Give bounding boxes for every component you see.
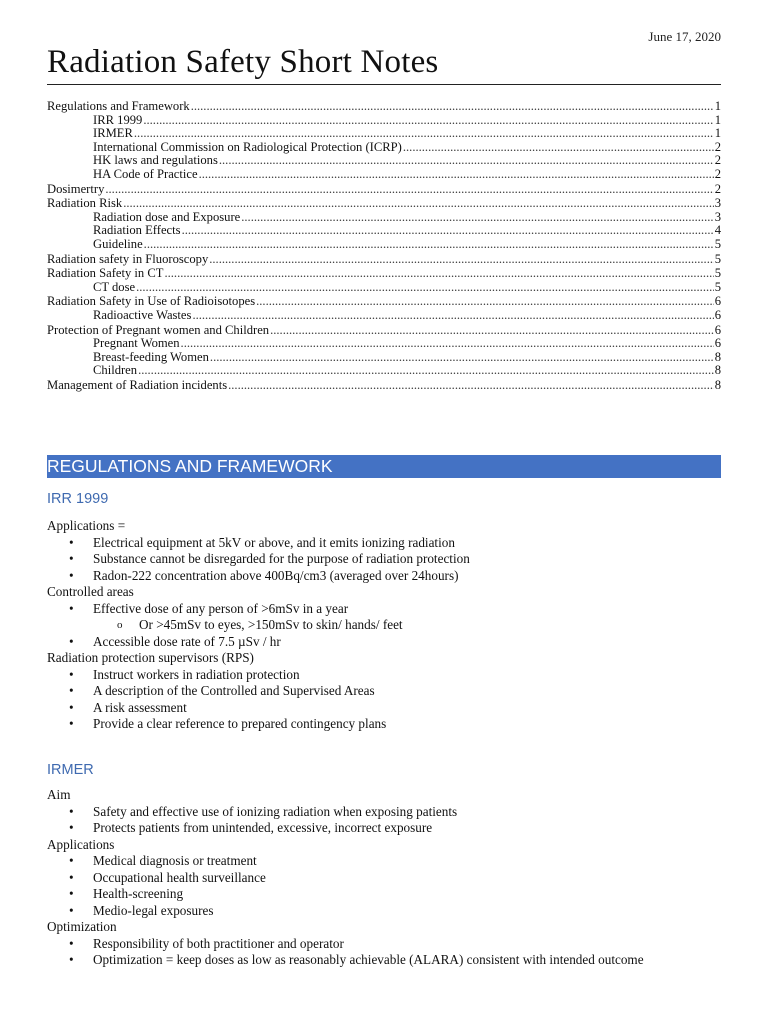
- list-item: • Electrical equipment at 5kV or above, and it emits ionizing radiation: [47, 535, 721, 552]
- toc-entry-page: 5: [714, 279, 721, 294]
- toc-entry-page: 6: [714, 294, 721, 309]
- rps-label: Radiation protection supervisors (RPS): [47, 650, 254, 665]
- list-item: • A description of the Controlled and Supervised Areas: [47, 683, 721, 700]
- toc-entry-page: 5: [714, 266, 721, 281]
- toc-leader: [143, 114, 713, 128]
- toc-leader: [403, 141, 714, 155]
- toc-entry-page: 1: [714, 126, 721, 141]
- list-item: • Optimization = keep doses as low as reasonably achievable (ALARA) consistent with intended outcome: [47, 952, 721, 969]
- toc-entry[interactable]: [47, 337, 721, 351]
- toc-entry[interactable]: [47, 364, 721, 378]
- toc-entry-page: 2: [714, 139, 721, 154]
- document-title: Radiation Safety Short Notes: [47, 44, 439, 80]
- list-item: • Effective dose of any person of >6mSv in a year: [47, 601, 721, 618]
- toc-leader: [123, 196, 713, 211]
- irmer-content: [47, 787, 721, 969]
- toc-leader: [144, 238, 714, 252]
- table-of-contents: [47, 99, 721, 392]
- toc-leader: [199, 168, 714, 182]
- toc-entry-page: 3: [714, 196, 721, 211]
- rps-list: [47, 667, 721, 733]
- toc-entry[interactable]: [47, 323, 721, 338]
- toc-entry-page: 5: [714, 236, 721, 251]
- list-item: • Provide a clear reference to prepared contingency plans: [47, 716, 721, 733]
- list-item: • Safety and effective use of ionizing radiation when exposing patients: [47, 804, 721, 821]
- toc-entry[interactable]: [47, 182, 721, 197]
- toc-leader: [105, 182, 713, 197]
- toc-entry[interactable]: [47, 238, 721, 252]
- toc-entry[interactable]: [47, 99, 721, 114]
- optimization-label: Optimization: [47, 919, 117, 934]
- toc-entry[interactable]: [47, 309, 721, 323]
- toc-entry-title: HK laws and regulations: [93, 153, 218, 168]
- toc-entry[interactable]: [47, 154, 721, 168]
- toc-entry-page: 1: [714, 112, 721, 127]
- toc-entry[interactable]: [47, 141, 721, 155]
- list-item: • Occupational health surveillance: [47, 870, 721, 887]
- toc-leader: [210, 351, 714, 365]
- applications-list: [47, 535, 721, 585]
- toc-entry-page: 8: [714, 349, 721, 364]
- list-item: • Medical diagnosis or treatment: [47, 853, 721, 870]
- toc-leader: [182, 224, 714, 238]
- toc-entry[interactable]: [47, 196, 721, 211]
- toc-entry-page: 6: [714, 336, 721, 351]
- toc-entry[interactable]: [47, 266, 721, 281]
- toc-entry[interactable]: [47, 351, 721, 365]
- toc-leader: [164, 266, 713, 281]
- toc-entry-page: 8: [714, 377, 721, 392]
- controlled-areas-label: Controlled areas: [47, 584, 134, 599]
- irr-1999-content: [47, 518, 721, 733]
- toc-leader: [228, 378, 714, 393]
- toc-entry-title: Breast-feeding Women: [93, 349, 209, 364]
- toc-entry-title: HA Code of Practice: [93, 166, 198, 181]
- toc-entry-title: Radiation Risk: [47, 196, 123, 211]
- toc-entry[interactable]: [47, 252, 721, 267]
- toc-entry-title: Radiation dose and Exposure: [93, 209, 241, 224]
- sub-list-item: o Or >45mSv to eyes, >150mSv to skin/ hands/ feet: [47, 617, 721, 634]
- list-item: • Substance cannot be disregarded for the purpose of radiation protection: [47, 551, 721, 568]
- toc-entry[interactable]: [47, 281, 721, 295]
- document-date: June 17, 2020: [648, 29, 721, 44]
- toc-entry-title: Guideline: [93, 236, 143, 251]
- toc-entry-title: Regulations and Framework: [47, 99, 190, 113]
- toc-entry-title: CT dose: [93, 279, 136, 294]
- list-item: • Responsibility of both practitioner and operator: [47, 936, 721, 953]
- toc-entry-page: 4: [714, 223, 721, 238]
- toc-leader: [209, 252, 713, 267]
- list-item: • A risk assessment: [47, 700, 721, 717]
- toc-entry-title: Dosimertry: [47, 181, 105, 196]
- toc-entry-page: 2: [714, 166, 721, 181]
- toc-entry-title: Radiation safety in Fluoroscopy: [47, 251, 209, 266]
- optimization-list: [47, 936, 721, 969]
- toc-leader: [241, 211, 713, 225]
- toc-entry[interactable]: [47, 211, 721, 225]
- subheading-irmer: IRMER: [47, 762, 94, 778]
- subheading-irr-1999: IRR 1999: [47, 491, 109, 507]
- list-item: • Accessible dose rate of 7.5 µSv / hr: [47, 634, 721, 651]
- toc-leader: [138, 364, 714, 378]
- toc-entry-page: 6: [714, 307, 721, 322]
- list-item: • Medio-legal exposures: [47, 903, 721, 920]
- toc-entry-page: 1: [714, 99, 721, 113]
- toc-entry[interactable]: [47, 294, 721, 309]
- toc-entry[interactable]: [47, 168, 721, 182]
- toc-entry-title: Radioactive Wastes: [93, 307, 192, 322]
- toc-entry-page: 6: [714, 322, 721, 337]
- toc-entry-page: 3: [714, 209, 721, 224]
- toc-entry-title: Radiation Safety in CT: [47, 266, 164, 281]
- aim-label: Aim: [47, 787, 71, 802]
- toc-entry-title: Children: [93, 363, 138, 378]
- toc-entry-title: Pregnant Women: [93, 336, 180, 351]
- toc-entry-title: IRR 1999: [93, 112, 143, 127]
- toc-entry[interactable]: [47, 378, 721, 393]
- toc-leader: [192, 309, 713, 323]
- toc-entry-page: 8: [714, 363, 721, 378]
- toc-leader: [191, 99, 714, 114]
- toc-entry[interactable]: [47, 224, 721, 238]
- toc-entry-title: Radiation Effects: [93, 223, 181, 238]
- list-item: • Health-screening: [47, 886, 721, 903]
- toc-entry-page: 5: [714, 251, 721, 266]
- list-item: • Radon-222 concentration above 400Bq/cm3 (averaged over 24hours): [47, 568, 721, 585]
- toc-entry-title: Management of Radiation incidents: [47, 377, 228, 392]
- toc-leader: [219, 154, 714, 168]
- applications-list: [47, 853, 721, 919]
- toc-leader: [181, 337, 714, 351]
- applications-label: Applications: [47, 836, 115, 852]
- toc-entry[interactable]: [47, 114, 721, 128]
- toc-leader: [270, 323, 714, 338]
- toc-leader: [134, 127, 714, 141]
- toc-entry-title: Protection of Pregnant women and Children: [47, 322, 270, 337]
- toc-leader: [136, 281, 714, 295]
- toc-entry-title: International Commission on Radiological Protection (ICRP): [93, 139, 402, 154]
- toc-entry-title: Radiation Safety in Use of Radioisotopes: [47, 294, 256, 309]
- applications-label: Applications =: [47, 518, 126, 533]
- aim-list: [47, 804, 721, 837]
- toc-entry-title: IRMER: [93, 126, 133, 141]
- list-item: • Protects patients from unintended, excessive, incorrect exposure: [47, 820, 721, 837]
- list-item: • Instruct workers in radiation protection: [47, 667, 721, 684]
- toc-entry-page: 2: [714, 153, 721, 168]
- toc-entry[interactable]: [47, 127, 721, 141]
- toc-entry-page: 2: [714, 181, 721, 196]
- title-underline: [47, 84, 721, 85]
- section-heading-bar: REGULATIONS AND FRAMEWORK: [47, 455, 721, 478]
- toc-leader: [256, 294, 714, 309]
- controlled-areas-list: [47, 601, 721, 651]
